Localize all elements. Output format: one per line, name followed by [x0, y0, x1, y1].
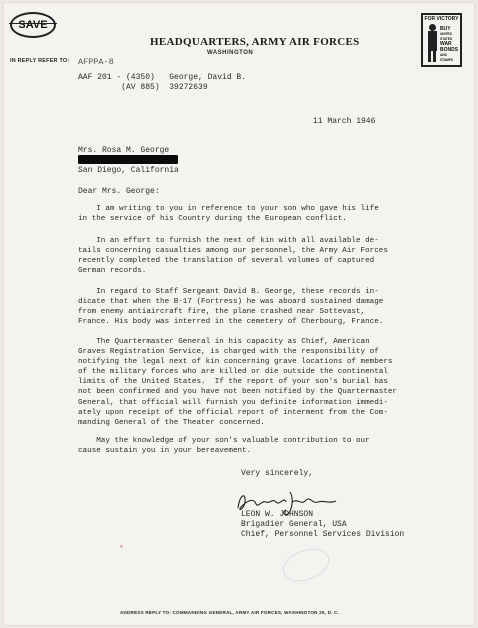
reply-address-footer: ADDRESS REPLY TO: COMMANDING GENERAL, ARMY AIR FORCES, WASHINGTON 25, D. C.	[120, 610, 340, 615]
stamp-text: BUY UNITED STATES WAR BONDS AND STAMPS	[440, 26, 459, 62]
file-reference-line-2: (AV 885) 39272639	[78, 83, 208, 92]
paragraph-4: The Quartermaster General in his capacity as Chief, American Graves Registration Service, is charged with the responsibility of notifying the legal next of kin concerning grave locations of members of the military forces who are killed or die outside the continental limits of the United States. If the report of your son's burial has not been confirmed and you have not been notified by the Quartermaster General, that official will furnish you definite information immedi- ately upon receipt of the official report of interment from the Com- manding General of the Theater concerned.	[78, 338, 397, 427]
minuteman-icon	[426, 24, 439, 62]
letter-date: 11 March 1946	[313, 117, 376, 126]
headquarters-heading: HEADQUARTERS, ARMY AIR FORCES	[150, 36, 360, 48]
paragraph-2: In an effort to furnish the next of kin with all available de- tails concerning casualties among our personnel, the Army Air Forces recently completed the translation of several volumes of captured German records.	[78, 237, 388, 276]
paragraph-3: In regard to Staff Sergeant David B. George, these records in- dicate that when the B-17 (Fortress) he was aboard sustained damage from enemy antiaircraft fire, the plane crashed near Sottevast, France. His body was interred in the cemetery of Cherbourg, France.	[78, 288, 384, 327]
signer-name: LEON W. JOHNSON	[241, 510, 314, 519]
salutation: Dear Mrs. George:	[78, 187, 160, 196]
ink-dot	[120, 545, 123, 548]
file-reference-line-1: AAF 201 - (4350) George, David B.	[78, 73, 247, 82]
stamp-top-text: FOR VICTORY	[424, 16, 459, 22]
save-logo: SAVE	[10, 12, 56, 38]
paragraph-5: May the knowledge of your son's valuable contribution to our cause sustain you in your bereavement.	[78, 437, 370, 456]
headquarters-city: WASHINGTON	[207, 50, 254, 56]
office-code: AFPPA-8	[78, 57, 114, 67]
redacted-street-address	[78, 155, 178, 164]
closing: Very sincerely,	[241, 469, 314, 478]
signer-title: Brigadier General, USA	[241, 520, 347, 529]
addressee-name: Mrs. Rosa M. George	[78, 146, 170, 155]
signer-division: Chief, Personnel Services Division	[241, 530, 405, 539]
war-bonds-stamp	[421, 13, 462, 67]
addressee-city: San Diego, California	[78, 166, 179, 175]
paragraph-1: I am writing to you in reference to your son who gave his life in the service of his Country during the European conflict.	[78, 205, 379, 224]
refer-label: IN REPLY REFER TO:	[10, 58, 70, 64]
